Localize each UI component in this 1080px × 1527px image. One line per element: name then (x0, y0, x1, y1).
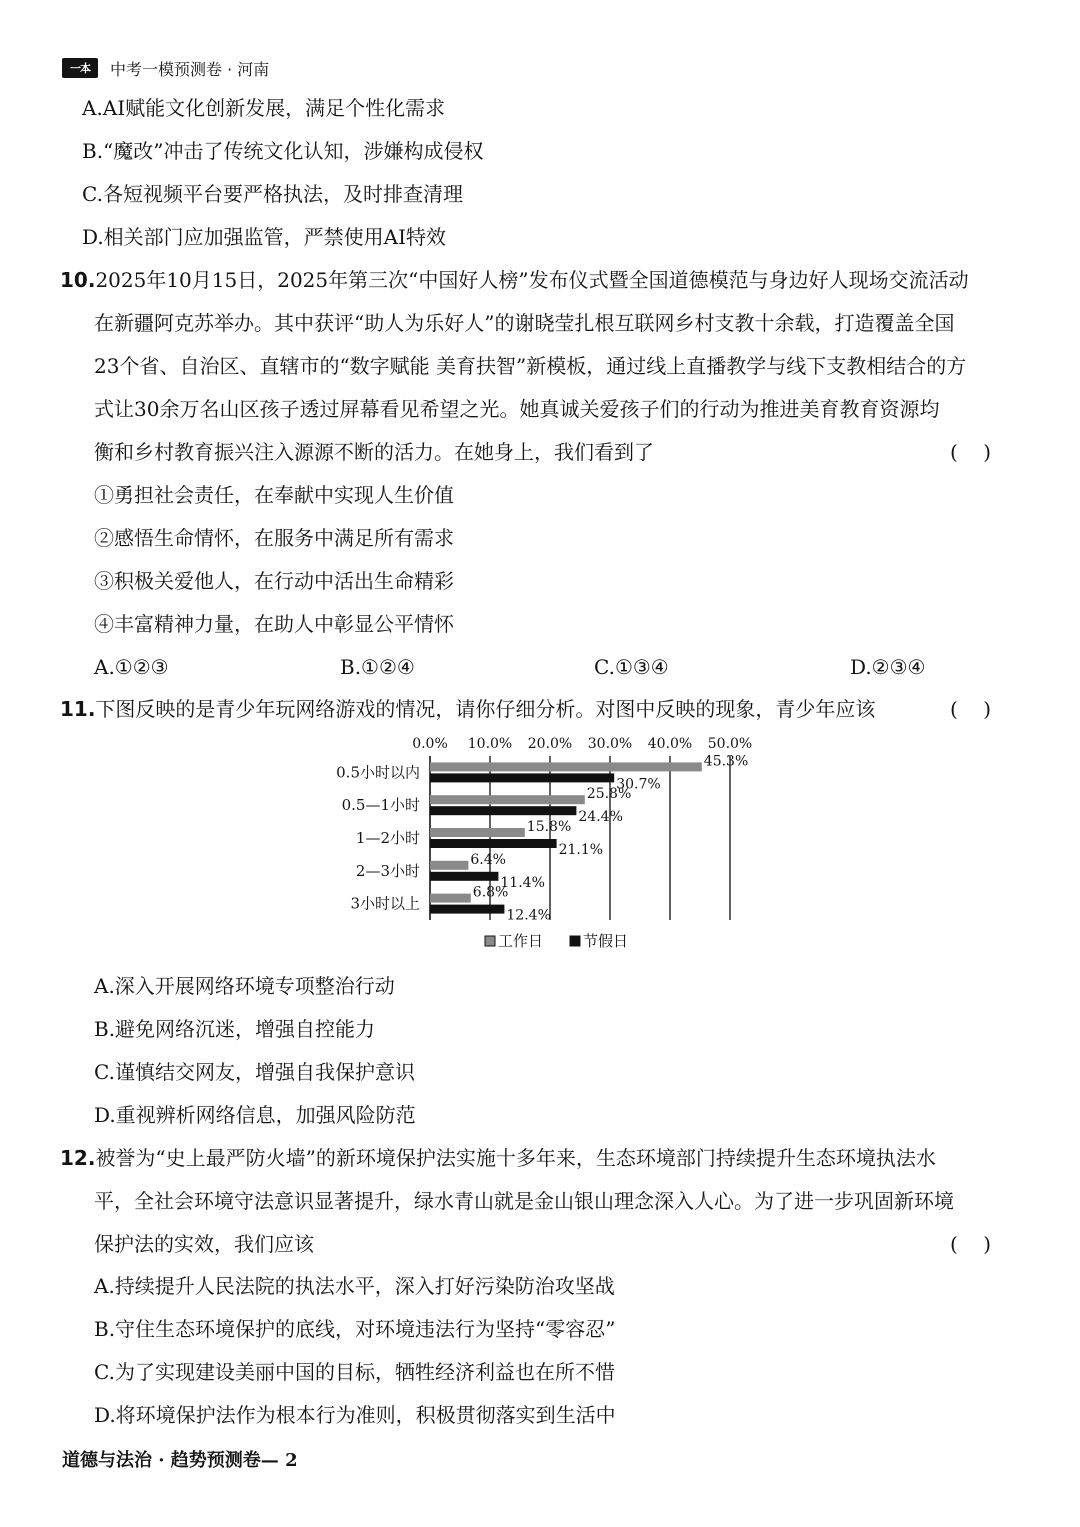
q10-line-1 (60, 266, 969, 294)
bar-workday (430, 762, 702, 771)
bar-holiday (430, 773, 614, 782)
q12-line-1 (60, 1144, 936, 1172)
q12-option-b: B.守住生态环境保护的底线，对环境违法行为坚持“零容忍” (94, 1317, 616, 1341)
bar-holiday (430, 905, 504, 914)
q10-statement-2: ②感悟生命情怀，在服务中满足所有需求 (94, 526, 454, 550)
bar-workday (430, 894, 471, 903)
brand-logo: 一本 (62, 58, 98, 78)
x-tick-label: 40.0% (647, 736, 693, 752)
data-label-workday: 15.8% (526, 819, 572, 835)
q11-answer-paren: ( ) (950, 697, 992, 721)
q12-option-a: A.持续提升人民法院的执法水平，深入打好污染防治攻坚战 (94, 1274, 615, 1298)
category-label: 1—2小时 (355, 829, 420, 847)
q10-line-5: 衡和乡村教育振兴注入源源不断的活力。在她身上，我们看到了 (94, 440, 654, 464)
page-footer: 道德与法治 · 趋势预测卷— 2 (62, 1450, 298, 1471)
q11-option-a: A.深入开展网络环境专项整治行动 (94, 974, 395, 998)
bar-holiday (430, 839, 557, 848)
q10-statement-4: ④丰富精神力量，在助人中彰显公平情怀 (94, 612, 454, 636)
q10-line-4: 式让30余万名山区孩子透过屏幕看见希望之光。她真诚关爱孩子们的行动为推进美育教育资源均 (94, 397, 940, 421)
q10-text-1: 2025年10月15日，2025年第三次“中国好人榜”发布仪式暨全国道德模范与身边好人现场交流活动 (95, 268, 969, 292)
q12-answer-paren: ( ) (950, 1232, 992, 1256)
q10-line-2: 在新疆阿克苏举办。其中获评“助人为乐好人”的谢晓莹扎根互联网乡村支教十余载，打造覆盖全国 (94, 311, 955, 335)
q9-option-c: C.各短视频平台要严格执法，及时排查清理 (82, 182, 463, 206)
q11-option-c: C.谨慎结交网友，增强自我保护意识 (94, 1060, 415, 1084)
bar-workday (430, 828, 525, 837)
q10-line-3: 23个省、自治区、直辖市的“数字赋能 美育扶智”新模板，通过线上直播教学与线下支教相结合的方 (94, 354, 967, 378)
data-label-workday: 45.3% (703, 753, 749, 770)
q11-option-d: D.重视辨析网络信息，加强风险防范 (94, 1103, 416, 1127)
data-label-holiday: 11.4% (500, 874, 545, 891)
q12-line-3: 保护法的实效，我们应该 (94, 1232, 314, 1256)
chart-svg (300, 732, 780, 960)
q11-number: 11. (60, 697, 96, 721)
legend-label-workday: 工作日 (498, 932, 544, 950)
x-tick-label: 0.0% (412, 736, 448, 752)
q11-option-b: B.避免网络沉迷，增强自控能力 (94, 1017, 376, 1041)
bar-holiday (430, 806, 576, 815)
data-label-workday: 6.4% (470, 851, 506, 868)
q12-text-1: 被誉为“史上最严防火墙”的新环境保护法实施十多年来，生态环境部门持续提升生态环境执法水 (95, 1146, 936, 1170)
data-label-holiday: 24.4% (578, 809, 623, 826)
header-title: 中考一模预测卷 · 河南 (110, 59, 270, 79)
data-label-holiday: 30.7% (616, 776, 661, 793)
category-label: 3小时以上 (350, 894, 420, 913)
q12-option-d: D.将环境保护法作为根本行为准则，积极贯彻落实到生活中 (94, 1403, 616, 1427)
page-header (62, 56, 269, 80)
bar-holiday (430, 872, 498, 881)
q9-option-a: A.AI赋能文化创新发展，满足个性化需求 (82, 96, 446, 120)
category-label: 0.5—1小时 (341, 796, 420, 815)
q10-statement-3: ③积极关爱他人，在行动中活出生命精彩 (94, 569, 454, 593)
x-tick-label: 10.0% (467, 736, 513, 752)
q10-choice-a: A.①②③ (94, 655, 169, 679)
q10-choice-c: C.①③④ (594, 655, 669, 679)
data-label-holiday: 21.1% (558, 842, 604, 858)
data-label-workday: 25.8% (586, 786, 632, 803)
q10-statement-1: ①勇担社会责任，在奉献中实现人生价值 (94, 483, 454, 507)
category-label: 2—3小时 (355, 861, 420, 880)
q10-choice-b: B.①②④ (340, 655, 415, 679)
q10-choice-d: D.②③④ (850, 655, 926, 679)
q10-number: 10. (60, 268, 96, 292)
x-tick-label: 50.0% (707, 736, 753, 752)
q12-option-c: C.为了实现建设美丽中国的目标，牺牲经济利益也在所不惜 (94, 1360, 615, 1384)
legend-swatch-holiday (570, 936, 580, 946)
q10-answer-paren: ( ) (950, 440, 992, 464)
data-label-workday: 6.8% (472, 884, 509, 901)
category-label: 0.5小时以内 (336, 763, 420, 782)
legend-label-holiday: 节假日 (583, 932, 629, 950)
q12-line-2: 平，全社会环境守法意识显著提升，绿水青山就是金山银山理念深入人心。为了进一步巩固新环境 (94, 1189, 954, 1213)
x-tick-label: 20.0% (527, 736, 573, 752)
q12-number: 12. (60, 1146, 96, 1170)
bar-workday (430, 861, 468, 870)
q9-option-b: B.“魔改”冲击了传统文化认知，涉嫌构成侵权 (82, 139, 484, 163)
q11-bar-chart (300, 732, 780, 960)
data-label-holiday: 12.4% (506, 907, 551, 924)
q11-stem: 下图反映的是青少年玩网络游戏的情况，请你仔细分析。对图中反映的现象，青少年应该 (95, 697, 876, 721)
legend-swatch-workday (485, 936, 495, 946)
bar-workday (430, 795, 585, 804)
q11-stem-line (60, 695, 875, 723)
q9-option-d: D.相关部门应加强监管，严禁使用AI特效 (82, 225, 447, 249)
x-tick-label: 30.0% (587, 736, 633, 752)
